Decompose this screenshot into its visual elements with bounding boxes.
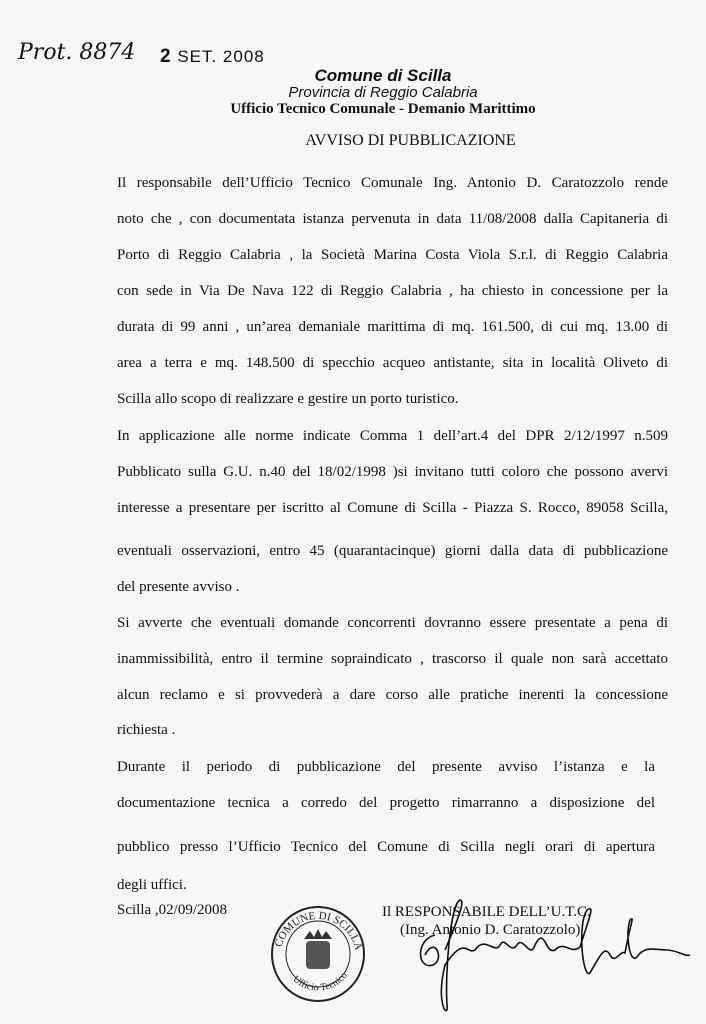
svg-text:Ufficio Tecnico — [290, 970, 349, 993]
received-date-stamp — [160, 46, 265, 68]
handwritten-signature — [405, 895, 695, 1020]
document-title: AVVISO DI PUBBLICAZIONE — [305, 132, 516, 149]
body-line: interesse a presentare per iscritto al Comune di Scilla - Piazza S. Rocco, 89058 Scilla, — [117, 500, 668, 516]
body-line: richiesta . — [117, 722, 176, 738]
seal-text-bottom: Ufficio Tecnico — [290, 970, 350, 994]
signatory-name: (Ing. Antonio D. Caratozzolo) — [400, 922, 581, 938]
stamp-day: 2 — [160, 46, 172, 67]
body-line: pubblico presso l’Ufficio Tecnico del Comune di Scilla negli orari di apertura — [117, 839, 655, 855]
body-line: In applicazione alle norme indicate Comma 1 dell’art.4 del DPR 2/12/1997 n.509 — [117, 428, 668, 444]
office-name: Ufficio Tecnico Comunale - Demanio Marittimo — [230, 101, 536, 117]
signatory-title: Il RESPONSABILE DELL’U.T.C. — [382, 904, 591, 920]
body-line: documentazione tecnica a corredo del progetto rimarranno a disposizione del — [117, 795, 655, 811]
body-line: Il responsabile dell’Ufficio Tecnico Comunale Ing. Antonio D. Caratozzolo rende — [117, 175, 668, 191]
body-line: alcun reclamo e si provvederà a dare corso alle pratiche inerenti la concessione — [117, 687, 668, 703]
body-line: noto che , con documentata istanza pervenuta in data 11/08/2008 dalla Capitaneria di — [117, 211, 668, 227]
municipality-name: Comune di Scilla — [314, 66, 452, 85]
body-line: durata di 99 anni , un’area demaniale marittima di mq. 161.500, di cui mq. 13.00 di — [117, 319, 668, 335]
province-name: Provincia di Reggio Calabria — [288, 84, 478, 101]
body-line: Si avverte che eventuali domande concorrenti dovranno essere presentate a pena di — [117, 615, 668, 631]
body-line: inammissibilità, entro il termine sopraindicato , trascorso il quale non sarà accettato — [117, 651, 668, 667]
body-line: eventuali osservazioni, entro 45 (quarantacinque) giorni dalla data di pubblicazione — [117, 543, 668, 559]
body-line: Durante il periodo di pubblicazione del presente avviso l’istanza e la — [117, 759, 655, 775]
municipal-seal — [270, 905, 366, 1003]
body-line: Scilla allo scopo di realizzare e gestire un porto turistico. — [117, 391, 459, 407]
stamp-month-year: SET. 2008 — [177, 47, 265, 66]
body-line: con sede in Via De Nava 122 di Reggio Calabria , ha chiesto in concessione per la — [117, 283, 668, 299]
body-line: Porto di Reggio Calabria , la Società Marina Costa Viola S.r.l. di Reggio Calabria — [117, 247, 668, 263]
handwritten-protocol-number: Prot. 8874 — [18, 40, 136, 65]
body-line: Pubblicato sulla G.U. n.40 del 18/02/1998 )si invitano tutti coloro che possono avervi — [117, 464, 668, 480]
body-line: degli uffici. — [117, 877, 187, 893]
place-date: Scilla ,02/09/2008 — [117, 902, 227, 918]
seal-text-top: COMUNE DI SCILLA — [272, 909, 365, 952]
body-line: del presente avviso . — [117, 579, 240, 595]
body-line: area a terra e mq. 148.500 di specchio acqueo antistante, sita in località Oliveto di — [117, 355, 668, 371]
